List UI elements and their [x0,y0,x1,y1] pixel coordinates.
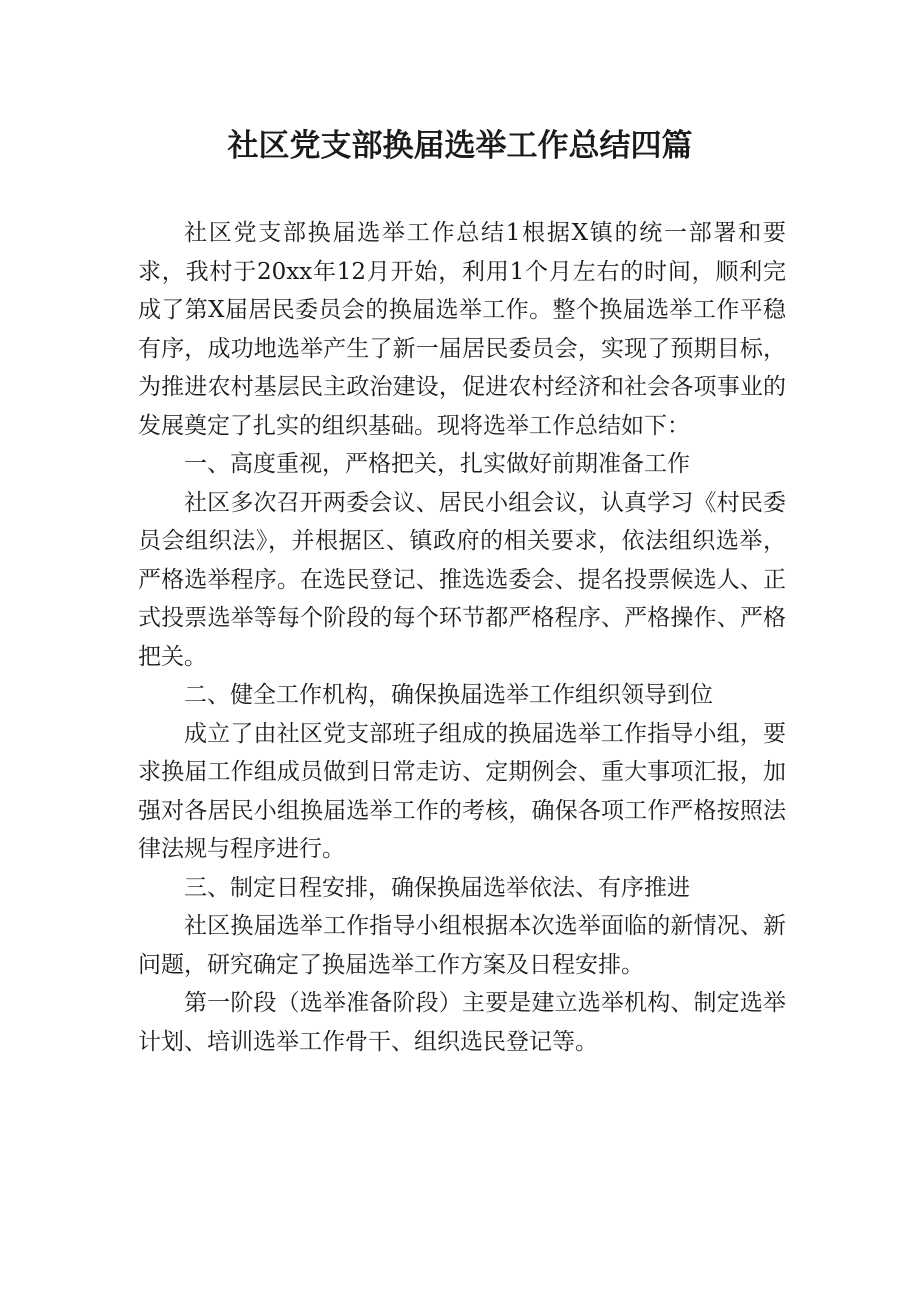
heading-section-2: 二、健全工作机构，确保换届选举工作组织领导到位 [184,682,713,708]
paragraph-stage-1: 第一阶段（选举准备阶段）主要是建立选举机构、制定选举计划、培训选举工作骨干、组织选民登记等。 [138,990,786,1055]
document-title: 社区党支部换届选举工作总结四篇 [227,128,693,164]
paragraph-section-1: 社区多次召开两委会议、居民小组会议，认真学习《村民委员会组织法》，并根据区、镇政府的相关要求，依法组织选举，严格选举程序。在选民登记、推选选委会、提名投票候选人、正式投票选举等每个阶段的每个环节都严格程序、严格操作、严格把关。 [138,489,786,670]
heading-section-3: 三、制定日程安排，确保换届选举依法、有序推进 [184,874,690,901]
paragraph-intro: 社区党支部换届选举工作总结1根据X镇的统一部署和要求，我村于20xx年12月开始，利用1个月左右的时间，顺利完成了第X届居民委员会的换届选举工作。整个换届选举工作平稳有序，成功地选举产生了新一届居民委员会，实现了预期目标，为推进农村基层民主政治建设，促进农村经济和社会各项事业的发展奠定了扎实的组织基础。现将选举工作总结如下： [138,220,786,439]
paragraph-section-3: 社区换届选举工作指导小组根据本次选举面临的新情况、新问题，研究确定了换届选举工作方案及日程安排。 [138,913,786,978]
heading-section-1: 一、高度重视，严格把关，扎实做好前期准备工作 [184,451,690,477]
document-body [138,214,786,1061]
paragraph-section-2: 成立了由社区党支部班子组成的换届选举工作指导小组，要求换届工作组成员做到日常走访、定期例会、重大事项汇报，加强对各居民小组换届选举工作的考核，确保各项工作严格按照法律法规与程序进行。 [138,720,786,862]
